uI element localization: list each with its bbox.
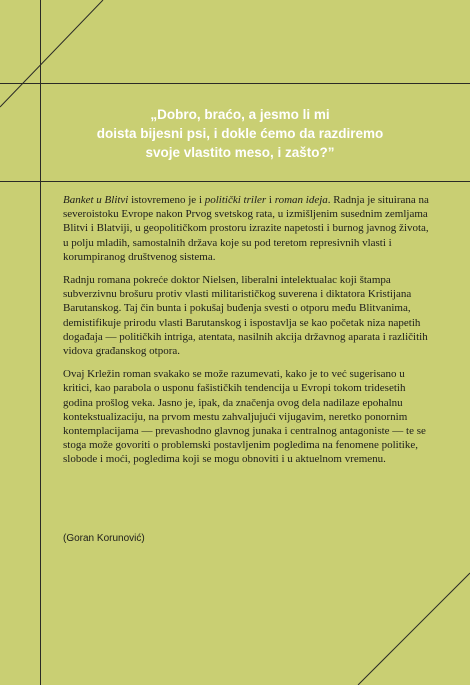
quote-line-1: „Dobro, braćo, a jesmo li mi: [150, 107, 330, 122]
quote-line-3: svoje vlastito meso, i zašto?”: [145, 145, 335, 160]
paragraph-1-text-c: . Radnja je situirana na severoistoku Evrope nakon Prvog svetskog rata, u izmišljenim susednim zemljama Blitvi i Blatviji, u geopolitičkom prostoru izrazite napetosti i burnog javnog života, u polju mladih, samostalnih država koje su pod teretom represivnih vlasti i korumpiranog društvenog sistema.: [63, 194, 429, 263]
book-title: Banket u Blitvi: [63, 194, 129, 206]
paragraph-1-text-a: istovremeno je i: [128, 194, 205, 206]
blurb-body: [63, 193, 430, 476]
bottom-right-diagonal: [358, 573, 470, 685]
paragraph-1: [63, 193, 430, 264]
paragraph-1-text-b: i: [266, 194, 275, 206]
genre-political-thriller: politički triler: [204, 194, 267, 206]
pull-quote: [70, 105, 410, 162]
paragraph-3: Ovaj Krležin roman svakako se može razumevati, kako je to već sugerisano u kritici, kao parabola o usponu fašističkih tendencija u Evropi tokom tridesetih godina prošlog veka. Jasno je, ipak, da značenja ovog dela nadilaze epohalnu kontekstualizaciju, na prvom mestu zahvaljujući vijugavim, neretko ponornim kontemplacijama — prevashodno glavnog junaka i centralnog antagoniste — te se stoga može govoriti o problemski postavljenim pogledima na fenomene politike, slobode i moći, pogledima koji se mogu obnoviti i u aktuelnom vremenu.: [63, 368, 426, 466]
author-signature: (Goran Korunović): [63, 533, 145, 544]
top-left-diagonal: [0, 0, 103, 107]
quote-line-2: doista bijesni psi, i dokle ćemo da razdiremo: [96, 126, 384, 141]
genre-novel-of-ideas: roman ideja: [274, 194, 328, 206]
paragraph-2: Radnju romana pokreće doktor Nielsen, liberalni intelektualac koji štampa subverzivnu brošuru protiv vlasti militarističkog suverena i diktatora Kristijana Barutanskog. Taj čin bunta i pokušaj buđenja svesti o otporu među Blitvanima, demistifikuje prirodu vlasti Barutanskog i ispostavlja se kao početak niza napetih događaja — političkih intriga, atentata, nasilnih akcija državnog aparata i različitih vidova građanskog otpora.: [63, 274, 428, 358]
